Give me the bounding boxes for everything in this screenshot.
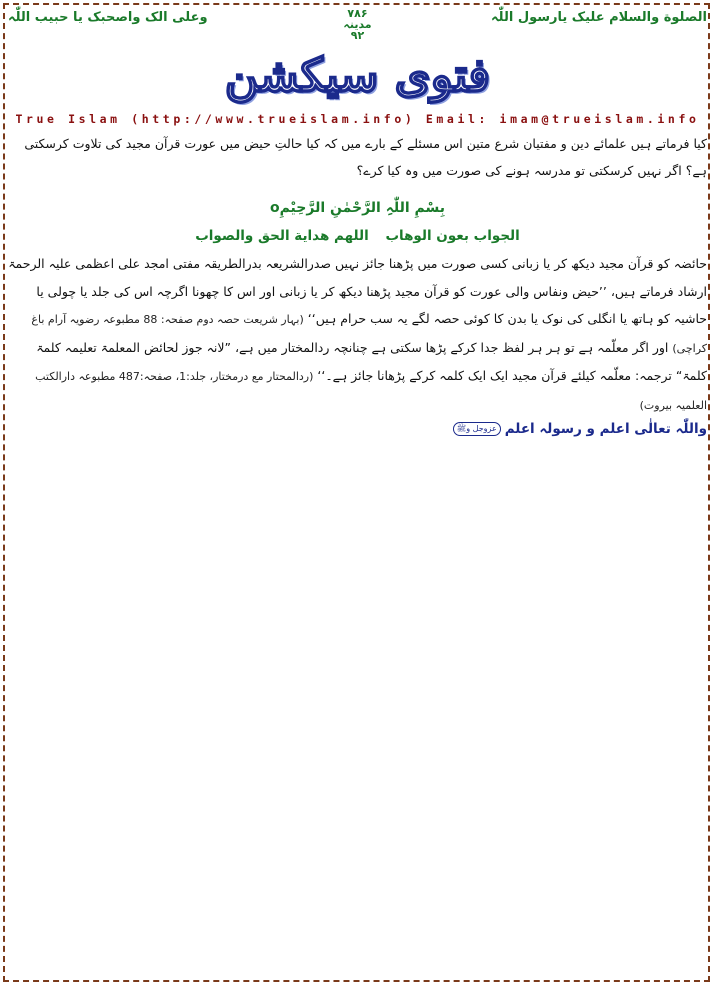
- quote-bahar-shariat: ’’حیض ونفاس والی عورت کو قرآن مجید پڑھنا دیکھ کر یا زبانی اور اس کا چھونا اگرچہ اس کی جلد یا چولی یا حاشیہ کو ہاتھ یا انگلی کی نوک یا بدن کا کوئی حصہ لگے یہ سب حرام ہیں‘‘: [36, 283, 707, 326]
- page-title: فتوی سیکشن: [224, 48, 491, 102]
- question-text: کیا فرماتے ہیں علمائے دین و مفتیان شرع متین اس مسئلے کے بارے میں کہ کیا حالتِ حیض میں عورت قرآن مجید کی تلاوت کرسکتی ہے؟ اگر نہیں کرسکتی تو مدرسہ ہونے کی صورت میں وہ کیا کرے؟: [24, 136, 707, 178]
- answer-heading-part2: اللهم هداية الحق والصواب: [195, 228, 369, 244]
- salawat-right: الصلوة والسلام علیک یارسول اللّٰہ: [491, 10, 707, 25]
- reference-raddul-muhtar: (ردالمحتار مع درمختار، جلد:1، صفحہ:487 مطبوعہ دارالکتب العلمیہ بیروت): [35, 370, 707, 412]
- numcode-bottom: ۹۲: [350, 29, 365, 42]
- bismillah: بِسْمِ اللّٰہِ الرَّحْمٰنِ الرَّحِیْمِo: [269, 200, 446, 216]
- numcode-mid: مدینہ: [343, 18, 372, 31]
- arabic-quote: ”لانہ جوز لحائض المعلمۃ تعلیمہ کلمۃ کلمۃ“: [36, 339, 707, 383]
- answer-intro: حائضہ کو قرآن مجید دیکھ کر یا زبانی کسی صورت میں پڑھنا جائز نہیں صدرالشریعہ بدرالطریقہ مفتی امجد علی اعظمی علیہ الرحمۃ ارشاد فرماتے ہیں،: [8, 256, 707, 299]
- numcode-top: ۷۸۶: [347, 7, 368, 20]
- answer-heading-part1: الجواب بعون الوهاب: [385, 228, 520, 244]
- salawat-left: وعلی الک واصحبک یا حبیب اللّٰہ: [8, 10, 208, 25]
- numerical-code: [343, 8, 371, 41]
- contact-line: True Islam (http://www.trueislam.info) Email: imam@trueislam.info: [15, 112, 700, 126]
- closing-text: واللّٰہ تعالٰی اعلم و رسولہ اعلم: [504, 421, 707, 437]
- reference-bahar-shariat: (بہار شریعت حصہ دوم صفحہ: 88 مطبوعہ رضویہ آرام باغ کراچی): [31, 313, 707, 355]
- teacher-ruling: اور اگر معلّمہ ہے تو ہر ہر لفظ جدا کرکے پڑھا سکتی ہے چنانچہ ردالمختار میں ہے،: [234, 339, 669, 355]
- fatwa-content: [8, 130, 707, 437]
- answer-heading: [8, 226, 707, 246]
- seal-icon: عزوجل وﷺ: [453, 422, 501, 436]
- answer-body: [8, 250, 707, 419]
- translation: ترجمہ: معلّمہ کیلئے قرآن مجید ایک ایک کلمہ کرکے پڑھانا جائز ہے۔‘‘: [317, 368, 672, 383]
- closing-line: [8, 421, 707, 437]
- header-row: [8, 8, 707, 42]
